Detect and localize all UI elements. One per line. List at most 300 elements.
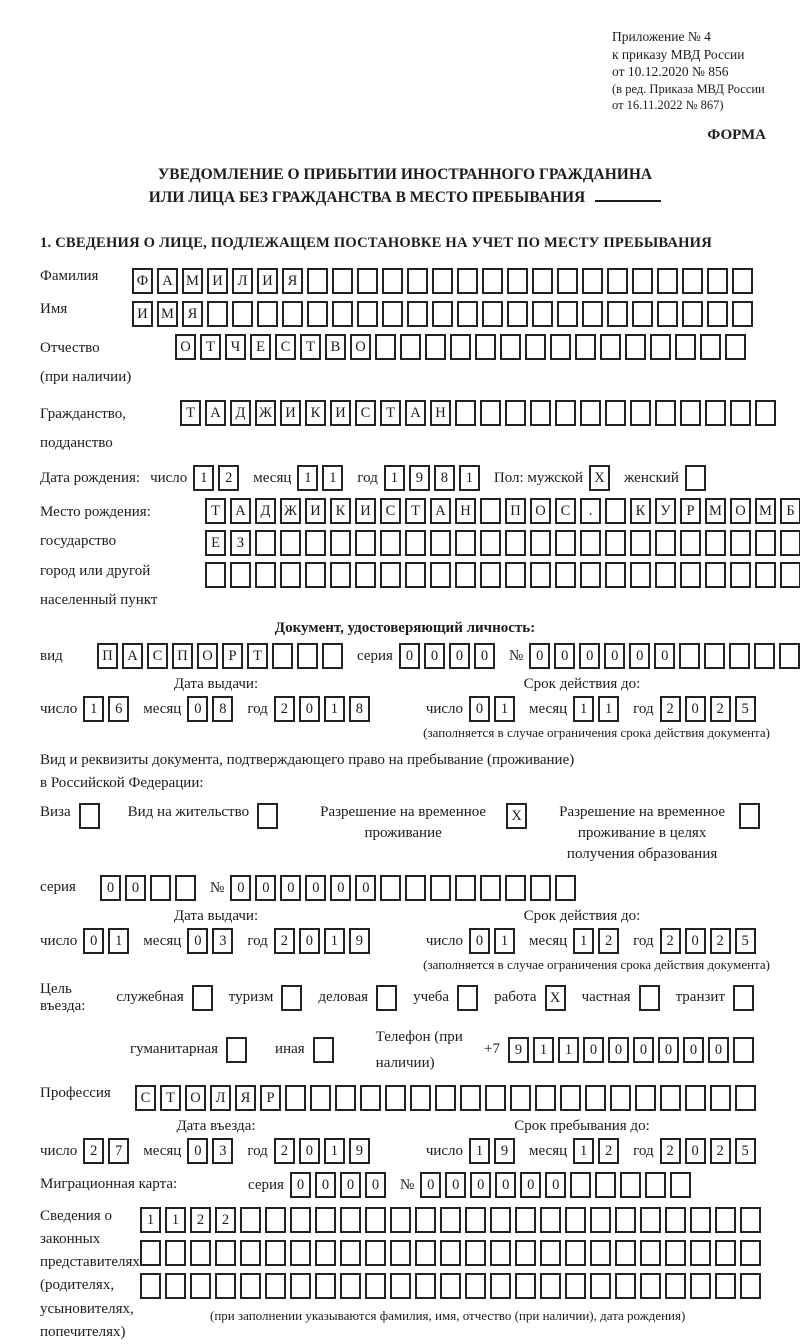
char-cell[interactable]: 8: [434, 465, 455, 491]
char-cell[interactable]: [355, 562, 376, 588]
char-cell[interactable]: [140, 1240, 161, 1266]
char-cell[interactable]: [410, 1085, 431, 1111]
visa-checkbox[interactable]: [79, 803, 104, 829]
char-cell[interactable]: А: [157, 268, 178, 294]
char-cell[interactable]: 1: [324, 928, 345, 954]
char-cell[interactable]: [530, 530, 551, 556]
char-cell[interactable]: [729, 643, 750, 669]
char-cell[interactable]: [557, 301, 578, 327]
char-cell[interactable]: 1: [193, 465, 214, 491]
char-cell[interactable]: [507, 301, 528, 327]
char-cell[interactable]: [740, 1207, 761, 1233]
char-cell[interactable]: [240, 1240, 261, 1266]
char-cell[interactable]: [480, 875, 501, 901]
char-cell[interactable]: П: [97, 643, 118, 669]
char-cell[interactable]: [290, 1207, 311, 1233]
char-cell[interactable]: [310, 1085, 331, 1111]
char-cell[interactable]: С: [355, 400, 376, 426]
char-cell[interactable]: [630, 530, 651, 556]
char-cell[interactable]: О: [185, 1085, 206, 1111]
char-cell[interactable]: 1: [140, 1207, 161, 1233]
char-cell[interactable]: В: [325, 334, 346, 360]
char-cell[interactable]: [190, 1240, 211, 1266]
char-cell[interactable]: О: [530, 498, 551, 524]
char-cell[interactable]: 2: [215, 1207, 236, 1233]
char-cell[interactable]: [435, 1085, 456, 1111]
char-cell[interactable]: С: [275, 334, 296, 360]
char-cell[interactable]: [230, 562, 251, 588]
char-cell[interactable]: И: [207, 268, 228, 294]
char-cell[interactable]: [779, 643, 800, 669]
char-cell[interactable]: [505, 530, 526, 556]
char-cell[interactable]: 6: [108, 696, 129, 722]
char-cell[interactable]: [290, 1273, 311, 1299]
char-cell[interactable]: [382, 301, 403, 327]
purpose-other-checkbox[interactable]: [313, 1037, 338, 1063]
char-cell[interactable]: [615, 1207, 636, 1233]
char-cell[interactable]: К: [305, 400, 326, 426]
char-cell[interactable]: [365, 1273, 386, 1299]
char-cell[interactable]: [565, 1207, 586, 1233]
char-cell[interactable]: 1: [324, 1138, 345, 1164]
char-cell[interactable]: [630, 562, 651, 588]
char-cell[interactable]: [465, 1207, 486, 1233]
char-cell[interactable]: И: [305, 498, 326, 524]
char-cell[interactable]: Т: [380, 400, 401, 426]
char-cell[interactable]: [240, 1207, 261, 1233]
char-cell[interactable]: Т: [160, 1085, 181, 1111]
char-cell[interactable]: Д: [230, 400, 251, 426]
char-cell[interactable]: [515, 1207, 536, 1233]
char-cell[interactable]: [376, 985, 397, 1011]
char-cell[interactable]: [215, 1240, 236, 1266]
char-cell[interactable]: [332, 268, 353, 294]
char-cell[interactable]: [307, 268, 328, 294]
char-cell[interactable]: Т: [205, 498, 226, 524]
char-cell[interactable]: [682, 268, 703, 294]
char-cell[interactable]: А: [122, 643, 143, 669]
char-cell[interactable]: [240, 1273, 261, 1299]
char-cell[interactable]: 2: [83, 1138, 104, 1164]
char-cell[interactable]: [607, 301, 628, 327]
char-cell[interactable]: 7: [108, 1138, 129, 1164]
char-cell[interactable]: [375, 334, 396, 360]
char-cell[interactable]: 1: [573, 1138, 594, 1164]
char-cell[interactable]: У: [655, 498, 676, 524]
char-cell[interactable]: [425, 334, 446, 360]
char-cell[interactable]: [705, 530, 726, 556]
char-cell[interactable]: [780, 562, 800, 588]
char-cell[interactable]: [655, 400, 676, 426]
char-cell[interactable]: [682, 301, 703, 327]
char-cell[interactable]: [639, 985, 660, 1011]
char-cell[interactable]: [140, 1273, 161, 1299]
char-cell[interactable]: [555, 875, 576, 901]
char-cell[interactable]: [732, 268, 753, 294]
char-cell[interactable]: 0: [685, 928, 706, 954]
char-cell[interactable]: 0: [330, 875, 351, 901]
char-cell[interactable]: [557, 268, 578, 294]
char-cell[interactable]: [632, 301, 653, 327]
char-cell[interactable]: [565, 1240, 586, 1266]
char-cell[interactable]: [780, 530, 800, 556]
char-cell[interactable]: Н: [430, 400, 451, 426]
sex-female-checkbox[interactable]: [685, 465, 710, 491]
sex-male-checkbox[interactable]: [589, 465, 614, 491]
char-cell[interactable]: Т: [247, 643, 268, 669]
char-cell[interactable]: [430, 875, 451, 901]
char-cell[interactable]: Т: [300, 334, 321, 360]
char-cell[interactable]: [460, 1085, 481, 1111]
char-cell[interactable]: [380, 530, 401, 556]
char-cell[interactable]: 0: [290, 1172, 311, 1198]
char-cell[interactable]: [290, 1240, 311, 1266]
char-cell[interactable]: К: [630, 498, 651, 524]
char-cell[interactable]: [215, 1273, 236, 1299]
char-cell[interactable]: [360, 1085, 381, 1111]
char-cell[interactable]: З: [230, 530, 251, 556]
char-cell[interactable]: [510, 1085, 531, 1111]
char-cell[interactable]: [670, 1172, 691, 1198]
char-cell[interactable]: М: [705, 498, 726, 524]
char-cell[interactable]: [455, 530, 476, 556]
char-cell[interactable]: [382, 268, 403, 294]
char-cell[interactable]: [707, 301, 728, 327]
char-cell[interactable]: [730, 400, 751, 426]
char-cell[interactable]: 1: [573, 928, 594, 954]
char-cell[interactable]: И: [257, 268, 278, 294]
purpose-study-checkbox[interactable]: [457, 985, 482, 1011]
char-cell[interactable]: [580, 530, 601, 556]
char-cell[interactable]: 0: [230, 875, 251, 901]
char-cell[interactable]: 0: [280, 875, 301, 901]
char-cell[interactable]: [430, 530, 451, 556]
char-cell[interactable]: А: [405, 400, 426, 426]
char-cell[interactable]: [710, 1085, 731, 1111]
char-cell[interactable]: 0: [420, 1172, 441, 1198]
char-cell[interactable]: 0: [685, 696, 706, 722]
char-cell[interactable]: [690, 1207, 711, 1233]
char-cell[interactable]: [79, 803, 100, 829]
char-cell[interactable]: 0: [187, 696, 208, 722]
char-cell[interactable]: 5: [735, 928, 756, 954]
char-cell[interactable]: [754, 643, 775, 669]
char-cell[interactable]: [732, 301, 753, 327]
char-cell[interactable]: 1: [384, 465, 405, 491]
char-cell[interactable]: [505, 400, 526, 426]
char-cell[interactable]: [685, 1085, 706, 1111]
purpose-humanitarian-checkbox[interactable]: [226, 1037, 251, 1063]
temp-residence-education-checkbox[interactable]: [739, 803, 764, 829]
char-cell[interactable]: [575, 334, 596, 360]
char-cell[interactable]: [400, 334, 421, 360]
char-cell[interactable]: 3: [212, 1138, 233, 1164]
char-cell[interactable]: [640, 1240, 661, 1266]
char-cell[interactable]: [407, 301, 428, 327]
char-cell[interactable]: [600, 334, 621, 360]
char-cell[interactable]: 0: [654, 643, 675, 669]
char-cell[interactable]: [570, 1172, 591, 1198]
char-cell[interactable]: [715, 1273, 736, 1299]
char-cell[interactable]: Д: [255, 498, 276, 524]
char-cell[interactable]: [330, 562, 351, 588]
char-cell[interactable]: [315, 1240, 336, 1266]
char-cell[interactable]: [207, 301, 228, 327]
char-cell[interactable]: [332, 301, 353, 327]
char-cell[interactable]: Т: [200, 334, 221, 360]
char-cell[interactable]: 0: [583, 1037, 604, 1063]
char-cell[interactable]: [457, 268, 478, 294]
char-cell[interactable]: Ч: [225, 334, 246, 360]
char-cell[interactable]: [505, 562, 526, 588]
char-cell[interactable]: 0: [365, 1172, 386, 1198]
char-cell[interactable]: 8: [212, 696, 233, 722]
char-cell[interactable]: [715, 1240, 736, 1266]
char-cell[interactable]: Я: [235, 1085, 256, 1111]
char-cell[interactable]: [715, 1207, 736, 1233]
char-cell[interactable]: [457, 985, 478, 1011]
char-cell[interactable]: [582, 268, 603, 294]
char-cell[interactable]: [680, 530, 701, 556]
char-cell[interactable]: [405, 530, 426, 556]
char-cell[interactable]: [620, 1172, 641, 1198]
char-cell[interactable]: [530, 400, 551, 426]
char-cell[interactable]: [655, 562, 676, 588]
char-cell[interactable]: [313, 1037, 334, 1063]
char-cell[interactable]: [165, 1273, 186, 1299]
char-cell[interactable]: [450, 334, 471, 360]
char-cell[interactable]: [735, 1085, 756, 1111]
char-cell[interactable]: [540, 1273, 561, 1299]
char-cell[interactable]: Н: [455, 498, 476, 524]
char-cell[interactable]: 1: [558, 1037, 579, 1063]
char-cell[interactable]: 0: [683, 1037, 704, 1063]
char-cell[interactable]: Я: [182, 301, 203, 327]
char-cell[interactable]: 2: [660, 928, 681, 954]
char-cell[interactable]: [665, 1240, 686, 1266]
char-cell[interactable]: [490, 1207, 511, 1233]
char-cell[interactable]: И: [132, 301, 153, 327]
char-cell[interactable]: [705, 400, 726, 426]
char-cell[interactable]: 1: [83, 696, 104, 722]
char-cell[interactable]: Я: [282, 268, 303, 294]
char-cell[interactable]: С: [380, 498, 401, 524]
char-cell[interactable]: [560, 1085, 581, 1111]
char-cell[interactable]: 3: [212, 928, 233, 954]
char-cell[interactable]: [555, 400, 576, 426]
char-cell[interactable]: X: [506, 803, 527, 829]
char-cell[interactable]: [530, 875, 551, 901]
char-cell[interactable]: [740, 1240, 761, 1266]
char-cell[interactable]: Т: [180, 400, 201, 426]
char-cell[interactable]: [282, 301, 303, 327]
char-cell[interactable]: Л: [232, 268, 253, 294]
purpose-business-checkbox[interactable]: [192, 985, 217, 1011]
char-cell[interactable]: 0: [529, 643, 550, 669]
char-cell[interactable]: 0: [315, 1172, 336, 1198]
char-cell[interactable]: [540, 1240, 561, 1266]
char-cell[interactable]: 5: [735, 1138, 756, 1164]
char-cell[interactable]: [657, 301, 678, 327]
char-cell[interactable]: Ж: [280, 498, 301, 524]
residence-permit-checkbox[interactable]: [257, 803, 282, 829]
char-cell[interactable]: [590, 1240, 611, 1266]
char-cell[interactable]: [635, 1085, 656, 1111]
char-cell[interactable]: [330, 530, 351, 556]
char-cell[interactable]: [590, 1207, 611, 1233]
char-cell[interactable]: [630, 400, 651, 426]
char-cell[interactable]: [490, 1240, 511, 1266]
char-cell[interactable]: [615, 1273, 636, 1299]
char-cell[interactable]: 9: [508, 1037, 529, 1063]
char-cell[interactable]: [305, 530, 326, 556]
char-cell[interactable]: [580, 400, 601, 426]
char-cell[interactable]: Р: [260, 1085, 281, 1111]
char-cell[interactable]: 2: [710, 1138, 731, 1164]
purpose-private-checkbox[interactable]: [639, 985, 664, 1011]
char-cell[interactable]: 1: [598, 696, 619, 722]
char-cell[interactable]: 0: [469, 696, 490, 722]
char-cell[interactable]: А: [230, 498, 251, 524]
char-cell[interactable]: [680, 400, 701, 426]
char-cell[interactable]: [315, 1207, 336, 1233]
char-cell[interactable]: [430, 562, 451, 588]
char-cell[interactable]: 0: [445, 1172, 466, 1198]
temp-residence-checkbox[interactable]: [506, 803, 531, 829]
char-cell[interactable]: 0: [469, 928, 490, 954]
char-cell[interactable]: 0: [399, 643, 420, 669]
char-cell[interactable]: [380, 875, 401, 901]
char-cell[interactable]: [580, 562, 601, 588]
char-cell[interactable]: [281, 985, 302, 1011]
char-cell[interactable]: [226, 1037, 247, 1063]
char-cell[interactable]: [665, 1273, 686, 1299]
char-cell[interactable]: С: [135, 1085, 156, 1111]
char-cell[interactable]: И: [330, 400, 351, 426]
char-cell[interactable]: [640, 1273, 661, 1299]
char-cell[interactable]: 0: [554, 643, 575, 669]
char-cell[interactable]: [532, 301, 553, 327]
char-cell[interactable]: [322, 643, 343, 669]
char-cell[interactable]: С: [555, 498, 576, 524]
char-cell[interactable]: Ж: [255, 400, 276, 426]
char-cell[interactable]: 2: [660, 1138, 681, 1164]
char-cell[interactable]: [532, 268, 553, 294]
char-cell[interactable]: 0: [604, 643, 625, 669]
char-cell[interactable]: [440, 1273, 461, 1299]
char-cell[interactable]: [755, 400, 776, 426]
char-cell[interactable]: [165, 1240, 186, 1266]
char-cell[interactable]: [280, 562, 301, 588]
char-cell[interactable]: И: [280, 400, 301, 426]
char-cell[interactable]: 2: [218, 465, 239, 491]
purpose-work-checkbox[interactable]: [545, 985, 570, 1011]
char-cell[interactable]: [555, 562, 576, 588]
char-cell[interactable]: Б: [780, 498, 800, 524]
char-cell[interactable]: 9: [349, 1138, 370, 1164]
char-cell[interactable]: 0: [340, 1172, 361, 1198]
char-cell[interactable]: 0: [83, 928, 104, 954]
char-cell[interactable]: [640, 1207, 661, 1233]
char-cell[interactable]: [605, 498, 626, 524]
char-cell[interactable]: [755, 562, 776, 588]
char-cell[interactable]: [480, 530, 501, 556]
char-cell[interactable]: 0: [658, 1037, 679, 1063]
char-cell[interactable]: [192, 985, 213, 1011]
char-cell[interactable]: 9: [494, 1138, 515, 1164]
char-cell[interactable]: [505, 875, 526, 901]
char-cell[interactable]: 2: [274, 928, 295, 954]
char-cell[interactable]: [480, 498, 501, 524]
char-cell[interactable]: О: [197, 643, 218, 669]
char-cell[interactable]: [407, 268, 428, 294]
char-cell[interactable]: [675, 334, 696, 360]
char-cell[interactable]: [535, 1085, 556, 1111]
char-cell[interactable]: Е: [205, 530, 226, 556]
char-cell[interactable]: [257, 803, 278, 829]
char-cell[interactable]: [365, 1240, 386, 1266]
char-cell[interactable]: 0: [608, 1037, 629, 1063]
char-cell[interactable]: Л: [210, 1085, 231, 1111]
char-cell[interactable]: П: [505, 498, 526, 524]
char-cell[interactable]: [390, 1273, 411, 1299]
char-cell[interactable]: [645, 1172, 666, 1198]
char-cell[interactable]: [482, 301, 503, 327]
char-cell[interactable]: [515, 1240, 536, 1266]
char-cell[interactable]: X: [545, 985, 566, 1011]
char-cell[interactable]: М: [755, 498, 776, 524]
char-cell[interactable]: [704, 643, 725, 669]
char-cell[interactable]: [340, 1240, 361, 1266]
char-cell[interactable]: О: [350, 334, 371, 360]
char-cell[interactable]: [355, 530, 376, 556]
char-cell[interactable]: 0: [545, 1172, 566, 1198]
char-cell[interactable]: [255, 562, 276, 588]
char-cell[interactable]: 5: [735, 696, 756, 722]
char-cell[interactable]: [515, 1273, 536, 1299]
char-cell[interactable]: [390, 1240, 411, 1266]
char-cell[interactable]: [500, 334, 521, 360]
char-cell[interactable]: [385, 1085, 406, 1111]
char-cell[interactable]: 1: [297, 465, 318, 491]
char-cell[interactable]: 2: [710, 696, 731, 722]
char-cell[interactable]: 0: [424, 643, 445, 669]
char-cell[interactable]: [540, 1207, 561, 1233]
char-cell[interactable]: [480, 562, 501, 588]
char-cell[interactable]: [632, 268, 653, 294]
char-cell[interactable]: [357, 268, 378, 294]
char-cell[interactable]: [297, 643, 318, 669]
char-cell[interactable]: [550, 334, 571, 360]
char-cell[interactable]: [679, 643, 700, 669]
char-cell[interactable]: [525, 334, 546, 360]
char-cell[interactable]: [690, 1240, 711, 1266]
char-cell[interactable]: [605, 562, 626, 588]
char-cell[interactable]: [432, 301, 453, 327]
char-cell[interactable]: [590, 1273, 611, 1299]
char-cell[interactable]: 1: [573, 696, 594, 722]
char-cell[interactable]: 1: [165, 1207, 186, 1233]
char-cell[interactable]: [405, 875, 426, 901]
char-cell[interactable]: [315, 1273, 336, 1299]
char-cell[interactable]: 2: [274, 696, 295, 722]
char-cell[interactable]: М: [182, 268, 203, 294]
char-cell[interactable]: 1: [533, 1037, 554, 1063]
char-cell[interactable]: И: [355, 498, 376, 524]
char-cell[interactable]: [340, 1273, 361, 1299]
char-cell[interactable]: 0: [355, 875, 376, 901]
char-cell[interactable]: [265, 1240, 286, 1266]
